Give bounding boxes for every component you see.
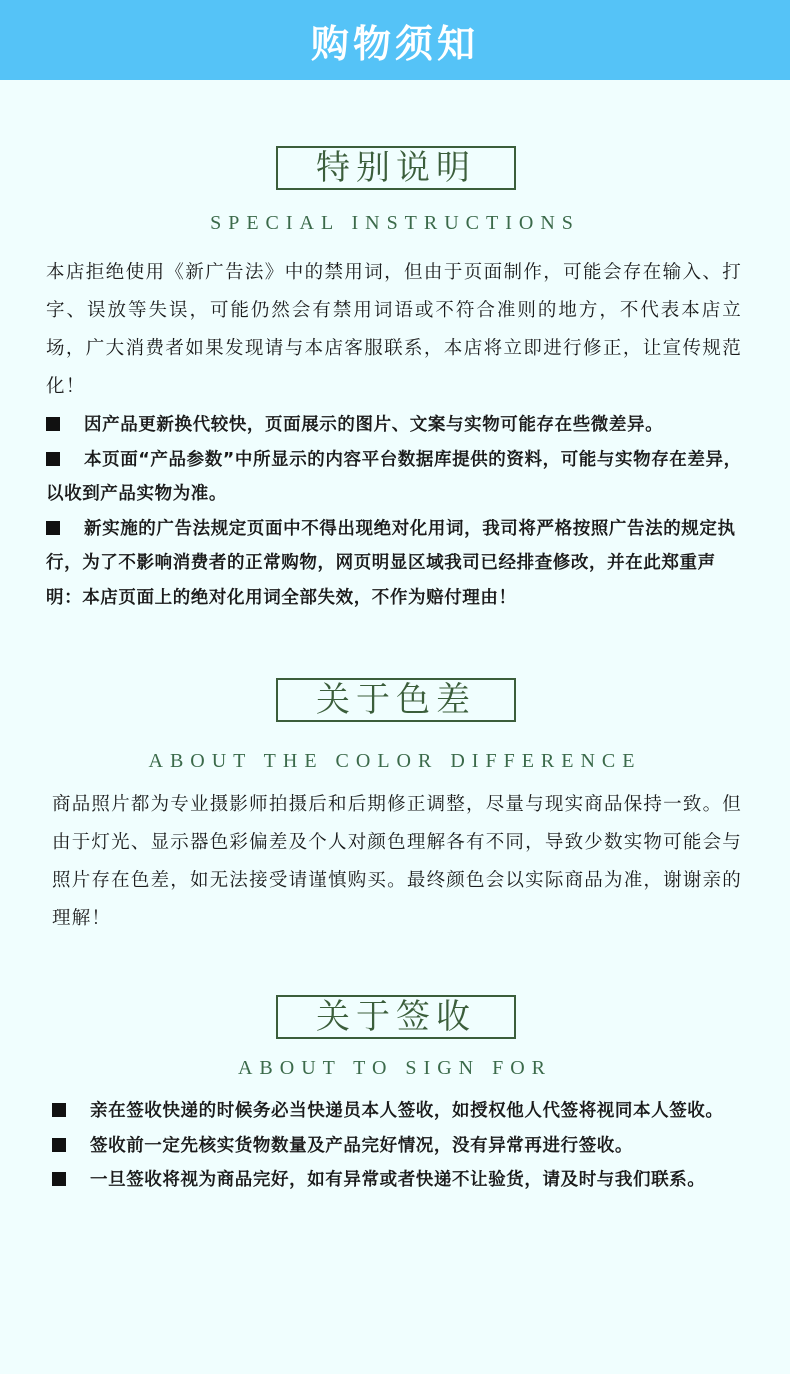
section-heading-text: 特别说明 [316, 148, 476, 188]
special-bullet-list [46, 408, 746, 615]
page-title: 购物须知 [310, 20, 479, 66]
list-item: 因产品更新换代较快，页面展示的图片、文案与实物可能存在些微差异。 [46, 408, 746, 443]
list-item: 签收前一定先核实货物数量及产品完好情况，没有异常再进行签收。 [52, 1129, 752, 1164]
section-heading-color [276, 678, 516, 722]
list-item: 新实施的广告法规定页面中不得出现绝对化用词，我司将严格按照广告法的规定执行，为了不影响消费者的正常购物，网页明显区域我司已经排查修改，并在此郑重声明：本店页面上的绝对化用词全部失效，不作为赔付理由！ [46, 518, 736, 608]
section-heading-text: 关于签收 [316, 997, 476, 1037]
black-square-icon [52, 1103, 66, 1117]
list-item: 亲在签收快递的时候务必当快递员本人签收，如授权他人代签将视同本人签收。 [52, 1094, 752, 1129]
black-square-icon [52, 1138, 66, 1152]
color-difference-paragraph: 商品照片都为专业摄影师拍摄后和后期修正调整，尽量与现实商品保持一致。但由于灯光、显示器色彩偏差及个人对颜色理解各有不同，导致少数实物可能会与照片存在色差，如无法接受请谨慎购买。最终颜色会以实际商品为准，谢谢亲的理解！ [52, 794, 742, 929]
section-heading-sign [276, 995, 516, 1039]
list-item: 一旦签收将视为商品完好，如有异常或者快递不让验货，请及时与我们联系。 [52, 1163, 752, 1198]
special-instructions-paragraph: 本店拒绝使用《新广告法》中的禁用词，但由于页面制作，可能会存在输入、打字、误放等失误，可能仍然会有禁用词语或不符合准则的地方，不代表本店立场，广大消费者如果发现请与本店客服联系，本店将立即进行修正，让宣传规范化！ [46, 262, 742, 397]
section-subtitle-special: SPECIAL INSTRUCTIONS [210, 212, 580, 234]
section-subtitle-sign: ABOUT TO SIGN FOR [237, 1057, 553, 1079]
black-square-icon [46, 521, 60, 535]
list-item: 本页面“产品参数”中所显示的内容平台数据库提供的资料，可能与实物存在差异，以收到产品实物为准。 [46, 449, 742, 504]
header-banner [0, 0, 790, 80]
section-heading-text: 关于色差 [316, 680, 476, 720]
black-square-icon [52, 1172, 66, 1186]
black-square-icon [46, 452, 60, 466]
section-subtitle-color: ABOUT THE COLOR DIFFERENCE [148, 750, 642, 772]
sign-bullet-list [52, 1094, 752, 1198]
section-heading-special [276, 146, 516, 190]
black-square-icon [46, 417, 60, 431]
